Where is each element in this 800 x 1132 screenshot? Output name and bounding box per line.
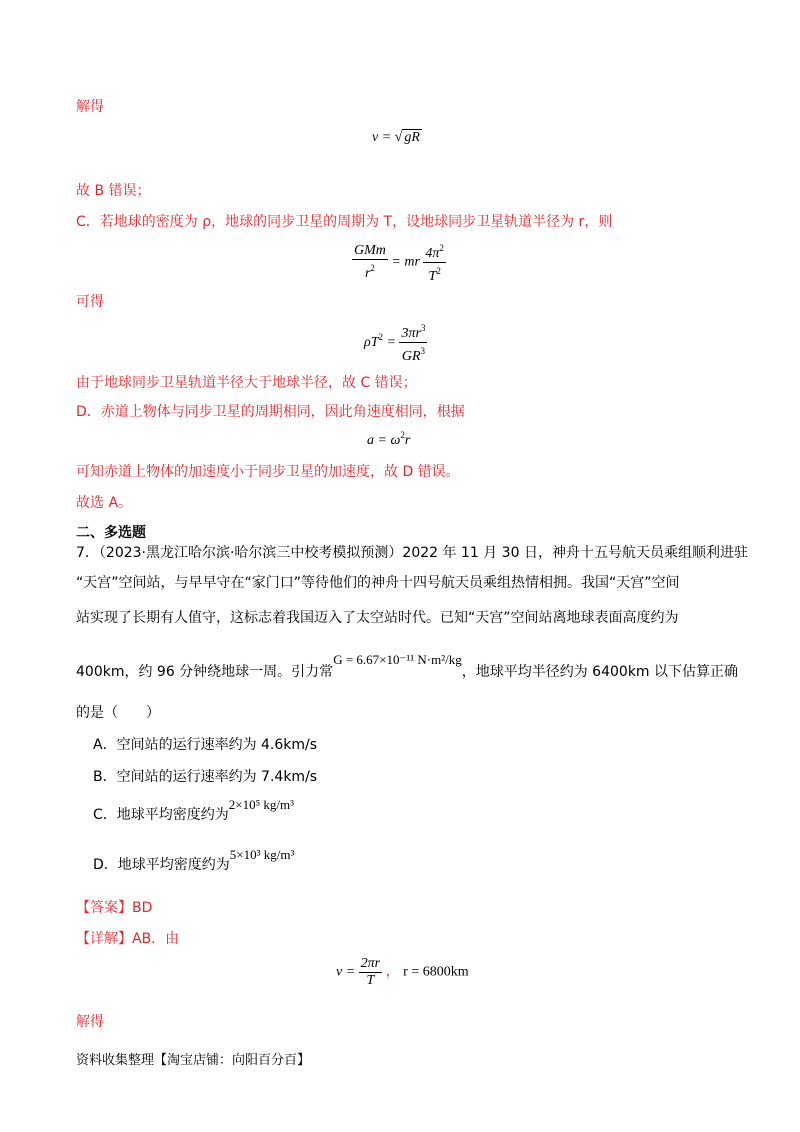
option-d-text: D．地球平均密度约为 (93, 857, 230, 873)
q7-line3: 站实现了长期有人值守，这标志着我国迈入了太空站时代。已知“天宫”空间站离地球表面高度约为 (76, 610, 679, 626)
option-c-value: 2×10⁵ kg/m³ (228, 797, 295, 812)
footer-text: 资料收集整理【淘宝店铺：向阳百分百】 (76, 1053, 311, 1068)
equation-a: $a = \omega^2r$ (367, 430, 411, 448)
q7-line2: “天宫”空间站，与早早守在“家门口”等待他们的神舟十四号航天员乘组热情相拥。我国“天宫”空间 (76, 575, 680, 591)
q7-line4a: 400km，约 96 分钟绕地球一周。引力常 (76, 664, 334, 680)
equation-rho: $\rho T^2$ = $\frac{3\pi r^3}{GR^3}$ (364, 320, 427, 365)
q7-line1: 7．（2023·黑龙江哈尔滨·哈尔滨三中校考模拟预测）2022 年 11 月 30 日，神舟十五号航天员乘组顺利进驻 (76, 545, 748, 561)
kede-label: 可得 (76, 294, 104, 310)
option-d-value: 5×10³ kg/m³ (229, 847, 295, 862)
option-c-text: C．地球平均密度约为 (93, 807, 229, 823)
b-wrong-text: 故 B 错误； (76, 183, 151, 199)
equation-gmm: $\frac{\text{GMm}}{r^2}$ = mr $\frac{4\pi^2}{T^2}$ (352, 240, 446, 285)
section-title: 二、多选题 (76, 525, 146, 541)
detail-label: 【详解】AB．由 (76, 931, 180, 947)
c-wrong-text: 由于地球同步卫星轨道半径大于地球半径，故 C 错误； (76, 375, 417, 391)
q7-line5: 的是（ ） (76, 705, 160, 721)
answer-label: 【答案】BD (76, 900, 153, 916)
option-b[interactable]: B．空间站的运行速率约为 7.4km/s (93, 769, 318, 785)
result-label: 解得 (76, 99, 104, 115)
gravitational-constant: G = 6.67×10⁻¹¹ N·m²/kg (333, 652, 462, 667)
c-intro-text: C．若地球的密度为 ρ，地球的同步卫星的周期为 T，设地球同步卫星轨道半径为 r，则 (76, 214, 613, 230)
q7-line4 (76, 652, 739, 682)
equation-v2: v = $\frac{2\pi r}{T}$ ， r = 6800km (336, 956, 469, 988)
d-wrong-text: 可知赤道上物体的加速度小于同步卫星的加速度，故 D 错误。 (76, 464, 460, 480)
option-c[interactable] (93, 797, 295, 825)
d-intro-text: D．赤道上物体与同步卫星的周期相同，因此角速度相同，根据 (76, 404, 465, 420)
result-label-2: 解得 (76, 1014, 104, 1030)
q7-line4b: ，地球平均半径约为 6400km 以下估算正确 (461, 664, 739, 680)
equation-v-sqrt-gR: v = √ gR (372, 130, 420, 145)
choose-a-text: 故选 A。 (76, 495, 133, 511)
option-a[interactable]: A．空间站的运行速率约为 4.6km/s (93, 737, 318, 753)
option-d[interactable] (93, 847, 295, 875)
